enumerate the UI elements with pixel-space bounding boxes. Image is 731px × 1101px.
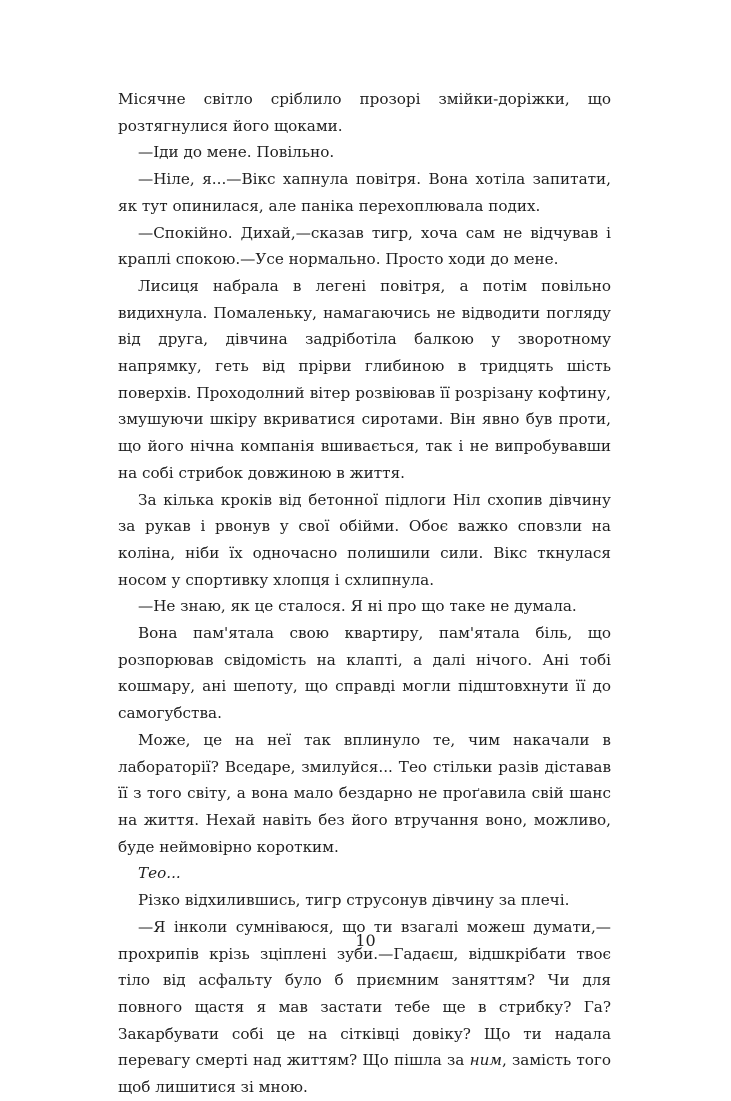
paragraph-6: За кілька кроків від бетонної підлоги Ніл схопив дівчину за рукав і рвонув у свої обійми. Обоє важко сповзли на коліна, ніби їх одночасно полишили сили. Вікс ткнулася носом у спортивку хлопця і схлипнула.	[118, 490, 611, 589]
paragraph-10	[118, 860, 611, 887]
paragraph-5: Лисиця набрала в легені повітря, а потім повільно видихнула. Помаленьку, намагаючись не відводити погляду від друга, дівчина задріботіла балкою у зворотному напрямку, геть від прірви глибиною в тридцять шість поверхів. Проходолний вітер розвіював її розрізану кофтину, змушуючи шкіру вкриватися сиротами. Він явно був проти, що його нічна компанія вшивається, так і не випробувавши на собі стрибок довжиною в життя.	[118, 276, 611, 482]
paragraph-10-italic: Тео...	[138, 864, 181, 883]
page-number: 10	[355, 931, 376, 950]
paragraph-8: Вона пам'ятала свою квартиру, пам'ятала біль, що розпорював свідомість на клапті, а далі нічого. Ані тобі кошмару, ані шепоту, що справді могли підштовхнути її до самогубства.	[118, 624, 611, 723]
paragraph-3: —Ніле, я...—Вікс хапнула повітря. Вона хотіла запитати, як тут опинилася, але паніка перехоплювала подих.	[118, 170, 611, 215]
paragraph-12-main: —Я інколи сумніваюся, що ти взагалі можеш думати,—прохрипів крізь зціплені зуби.—Гадаєш, відшкрібати твоє тіло від асфальту було б приємним заняттям? Чи для повного щастя я мав застати тебе ще в стрибку? Га? Закарбувати собі це на сітківці довіку? Що ти надала перевагу смерті над життям? Що пішла за	[118, 917, 611, 1070]
paragraph-12-italic-word: ним	[469, 1051, 502, 1070]
paragraph-4: —Спокійно. Дихай,—сказав тигр, хоча сам не відчував і краплі спокою.—Усе нормально. Просто ходи до мене.	[118, 223, 611, 269]
paragraph-12-tail: , замість того щоб лишитися зі мною.	[118, 1051, 612, 1097]
paragraph-9: Може, це на неї так вплинуло те, чим накачали в лабораторії? Вседаре, змилуйся... Тео стільки разів діставав її з того світу, а вона мало бездарно не проґавила свій шанс на життя. Нехай навіть без його втручання воно, можливо, буде неймовірно коротким.	[118, 730, 611, 856]
paragraph-2: —Іди до мене. Повільно.	[138, 143, 335, 162]
paragraph-11: Різко відхилившись, тигр струсонув дівчину за плечі.	[138, 891, 570, 910]
paragraph-1: Місячне світло сріблило прозорі змійки-доріжки, що розтягнулися його щоками.	[118, 90, 611, 135]
paragraph-7: —Не знаю, як це сталося. Я ні про що таке не думала.	[138, 597, 577, 616]
